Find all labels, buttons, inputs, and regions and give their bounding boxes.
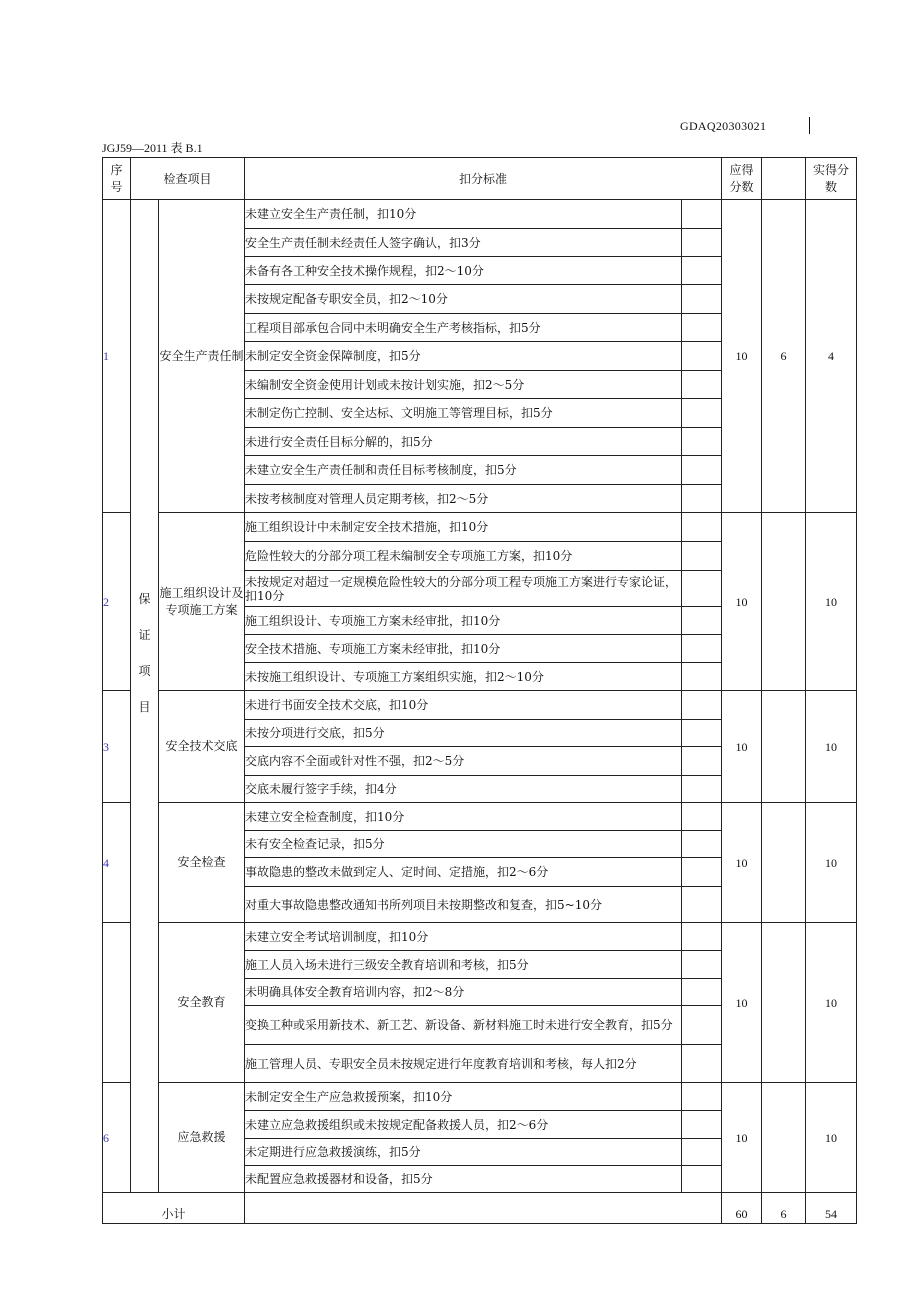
deduction-standard: 未建立安全考试培训制度，扣10分: [245, 923, 682, 951]
section-deduct-score: [762, 803, 806, 923]
table-header-row: [103, 158, 857, 200]
deduction-standard: 未建立应急救援组织或未按规定配备救援人员，扣2～6分: [245, 1111, 682, 1139]
section-actual-score: 10: [806, 513, 857, 691]
group-label-char: 目: [138, 700, 151, 714]
deduction-mark-cell: [682, 542, 722, 571]
header-deduct: [762, 158, 806, 200]
deduction-standard: 未制定安全生产应急救援预案，扣10分: [245, 1083, 682, 1111]
subtotal-label: 小计: [103, 1193, 245, 1224]
table-row: [103, 513, 857, 542]
section-seq: 2: [103, 513, 131, 691]
table-row: [103, 200, 857, 229]
deduction-mark-cell: [682, 456, 722, 485]
deduction-mark-cell: [682, 663, 722, 691]
section-seq: 3: [103, 691, 131, 803]
deduction-standard: 交底内容不全面或针对性不强，扣2～5分: [245, 747, 682, 776]
deduction-standard: 未按规定配备专职安全员，扣2～10分: [245, 285, 682, 314]
subtotal-actual-score: 54: [806, 1193, 857, 1224]
group-label-char: 保: [138, 592, 151, 606]
deduction-standard: 施工管理人员、专职安全员未按规定进行年度教育培训和考核，每人扣2分: [245, 1045, 682, 1083]
deduction-mark-cell: [682, 887, 722, 923]
deduction-standard: 工程项目部承包合同中未明确安全生产考核指标，扣5分: [245, 314, 682, 342]
section-item-name: 施工组织设计及专项施工方案: [159, 513, 245, 691]
header-standard: 扣分标准: [245, 158, 722, 200]
deduction-mark-cell: [682, 720, 722, 747]
deduction-standard: 施工组织设计、专项施工方案未经审批，扣10分: [245, 607, 682, 635]
deduction-mark-cell: [682, 951, 722, 979]
deduction-standard: 事故隐患的整改未做到定人、定时间、定措施，扣2～6分: [245, 858, 682, 887]
deduction-mark-cell: [682, 776, 722, 803]
section-actual-score: 10: [806, 803, 857, 923]
section-deduct-score: [762, 513, 806, 691]
deduction-standard: 危险性较大的分部分项工程未编制安全专项施工方案，扣10分: [245, 542, 682, 571]
deduction-mark-cell: [682, 285, 722, 314]
deduction-mark-cell: [682, 635, 722, 663]
deduction-mark-cell: [682, 1139, 722, 1166]
standard-reference: JGJ59—2011 表 B.1: [102, 141, 203, 155]
deduction-standard: 变换工种或采用新技术、新工艺、新设备、新材料施工时未进行安全教育，扣5分: [245, 1006, 682, 1045]
deduction-standard: 未按考核制度对管理人员定期考核，扣2～5分: [245, 485, 682, 513]
deduction-mark-cell: [682, 229, 722, 257]
section-actual-score: 4: [806, 200, 857, 513]
deduction-mark-cell: [682, 979, 722, 1006]
deduction-standard: 未建立安全生产责任制和责任目标考核制度，扣5分: [245, 456, 682, 485]
header-seq: 序 号: [103, 158, 131, 200]
section-should-score: 10: [722, 803, 762, 923]
section-actual-score: 10: [806, 691, 857, 803]
deduction-standard: 未制定安全资金保障制度，扣5分: [245, 342, 682, 371]
subtotal-deduct-score: 6: [762, 1193, 806, 1224]
inspection-score-table: [102, 157, 857, 1224]
section-deduct-score: [762, 1083, 806, 1193]
deduction-standard: 未有安全检查记录，扣5分: [245, 831, 682, 858]
subtotal-should-score: 60: [722, 1193, 762, 1224]
deduction-mark-cell: [682, 428, 722, 456]
section-seq: 1: [103, 200, 131, 513]
deduction-standard: 未配置应急救援器材和设备，扣5分: [245, 1166, 682, 1193]
group-label-char: 证: [138, 628, 151, 642]
subtotal-blank: [245, 1193, 722, 1224]
section-should-score: 10: [722, 923, 762, 1083]
deduction-mark-cell: [682, 513, 722, 542]
deduction-mark-cell: [682, 923, 722, 951]
section-seq: 4: [103, 803, 131, 923]
section-item-name: 应急救援: [159, 1083, 245, 1193]
document-code: GDAQ20303021: [680, 119, 767, 133]
deduction-mark-cell: [682, 691, 722, 720]
group-label-char: 项: [138, 664, 151, 678]
deduction-standard: 安全生产责任制未经责任人签字确认，扣3分: [245, 229, 682, 257]
section-deduct-score: 6: [762, 200, 806, 513]
deduction-standard: 未定期进行应急救援演练，扣5分: [245, 1139, 682, 1166]
deduction-standard: 未建立安全检查制度，扣10分: [245, 803, 682, 831]
table-row: [103, 803, 857, 831]
section-deduct-score: [762, 923, 806, 1083]
section-deduct-score: [762, 691, 806, 803]
deduction-standard: 未按分项进行交底，扣5分: [245, 720, 682, 747]
deduction-standard: 未进行书面安全技术交底，扣10分: [245, 691, 682, 720]
deduction-standard: 未备有各工种安全技术操作规程，扣2～10分: [245, 257, 682, 285]
deduction-mark-cell: [682, 399, 722, 428]
deduction-mark-cell: [682, 257, 722, 285]
deduction-mark-cell: [682, 1045, 722, 1083]
deduction-mark-cell: [682, 342, 722, 371]
deduction-standard: 施工组织设计中未制定安全技术措施，扣10分: [245, 513, 682, 542]
deduction-standard: 未明确具体安全教育培训内容，扣2～8分: [245, 979, 682, 1006]
deduction-mark-cell: [682, 607, 722, 635]
section-item-name: 安全生产责任制: [159, 200, 245, 513]
section-should-score: 10: [722, 200, 762, 513]
deduction-mark-cell: [682, 485, 722, 513]
header-divider: [809, 117, 810, 134]
section-item-name: 安全技术交底: [159, 691, 245, 803]
section-should-score: 10: [722, 1083, 762, 1193]
deduction-mark-cell: [682, 1006, 722, 1045]
section-should-score: 10: [722, 691, 762, 803]
deduction-standard: 未进行安全责任目标分解的，扣5分: [245, 428, 682, 456]
deduction-mark-cell: [682, 1111, 722, 1139]
deduction-mark-cell: [682, 831, 722, 858]
deduction-mark-cell: [682, 1083, 722, 1111]
deduction-standard: 未按规定对超过一定规模危险性较大的分部分项工程专项施工方案进行专家论证，扣10分: [245, 571, 682, 607]
section-item-name: 安全检查: [159, 803, 245, 923]
deduction-standard: 对重大事故隐患整改通知书所列项目未按期整改和复查，扣5~10分: [245, 887, 682, 923]
header-item: 检查项目: [131, 158, 245, 200]
deduction-mark-cell: [682, 747, 722, 776]
deduction-standard: 施工人员入场未进行三级安全教育培训和考核，扣5分: [245, 951, 682, 979]
group-label: [131, 200, 159, 1193]
section-seq: 6: [103, 1083, 131, 1193]
deduction-standard: 交底未履行签字手续，扣4分: [245, 776, 682, 803]
section-actual-score: 10: [806, 923, 857, 1083]
deduction-mark-cell: [682, 858, 722, 887]
deduction-mark-cell: [682, 803, 722, 831]
table-row: [103, 923, 857, 951]
section-actual-score: 10: [806, 1083, 857, 1193]
table-row: [103, 691, 857, 720]
deduction-standard: 未制定伤亡控制、安全达标、文明施工等管理目标，扣5分: [245, 399, 682, 428]
deduction-standard: 未按施工组织设计、专项施工方案组织实施，扣2～10分: [245, 663, 682, 691]
header-should-score: 应得 分数: [722, 158, 762, 200]
section-item-name: 安全教育: [159, 923, 245, 1083]
subtotal-row: [103, 1193, 857, 1224]
table-row: [103, 1083, 857, 1111]
deduction-standard: 未建立安全生产责任制，扣10分: [245, 200, 682, 229]
deduction-mark-cell: [682, 200, 722, 229]
deduction-standard: 安全技术措施、专项施工方案未经审批，扣10分: [245, 635, 682, 663]
section-should-score: 10: [722, 513, 762, 691]
section-seq: [103, 923, 131, 1083]
deduction-mark-cell: [682, 371, 722, 399]
deduction-mark-cell: [682, 1166, 722, 1193]
deduction-standard: 未编制安全资金使用计划或未按计划实施，扣2～5分: [245, 371, 682, 399]
deduction-mark-cell: [682, 571, 722, 607]
header-actual-score: 实得分 数: [806, 158, 857, 200]
deduction-mark-cell: [682, 314, 722, 342]
